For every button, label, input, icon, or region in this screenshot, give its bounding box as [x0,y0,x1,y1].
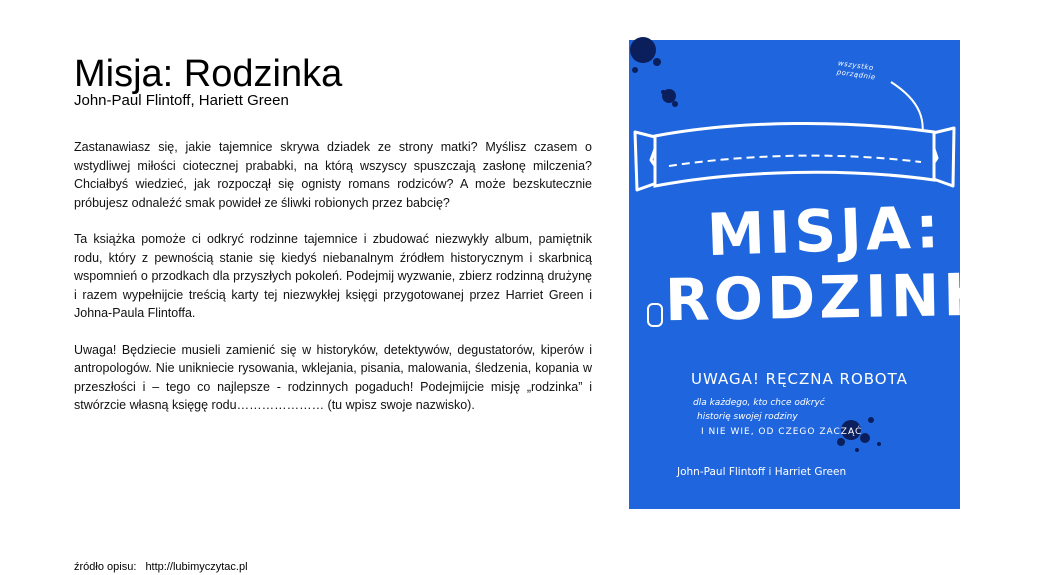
book-description [74,138,592,433]
source-url[interactable]: http://lubimyczytac.pl [145,561,248,573]
description-paragraph: Ta książka pomoże ci odkryć rodzinne tajemnice i zbudować niezwykły album, pamiętnik rodu, który z pewnością stanie się kiedyś niebanalnym źródłem historycznym i skarbnicą wspomnień o przodkach dla przyszłych pokoleń. Podejmij wyzwanie, zbierz rodzinną drużynę i razem wypełnijcie treścią karty tej niezwykłej księgi przygotowanej przez Harriet Green i Johna-Paula Flintoffa. [74,232,592,320]
cover-subtitle-line3: I NIE WIE, OD CZEGO ZACZĄĆ [701,427,863,437]
source-note [74,561,248,574]
cover-subtitle-line2: historię swojej rodziny [697,412,798,422]
cover-authors: John-Paul Flintoff i Harriet Green [677,466,847,478]
description-paragraph: Zastanawiasz się, jakie tajemnice skrywa dziadek ze strony matki? Myślisz czasem o wstydliwej miłości ciotecznej prababki, na którą wszyscy spuszczają zasłonę milczenia? Chciałbyś wiedzieć, jak rozpoczął się ognisty romans rodziców? A może bezskutecznie próbujesz odnaleźć smak powideł ze śliwki robionych przez babcię? [74,140,592,210]
source-label: źródło opisu: [74,561,137,573]
page-title: Misja: Rodzinka [74,53,343,95]
publisher-logo-icon [647,303,663,327]
book-cover-image [629,40,1042,509]
cover-title-line1: MISJA: [705,192,944,270]
cover-subtitle-line1: dla każdego, kto chce odkryć [693,398,825,408]
description-paragraph: Uwaga! Będziecie musieli zamienić się w historyków, detektywów, degustatorów, kiperów i antropologów. Nie unikniecie rysowania, wklejania, pisania, malowania, śledzenia, kopania w przeszłości i – tego co najlepsze - rodzinnych pogaduch! Podejmijcie misję „rodzinka” i stwórzcie własną księgę rodu………………… (tu wpisz swoje nazwisko). [74,342,592,412]
cover-corner-note: wszystko porządnie [836,59,877,82]
cover-tagline: UWAGA! RĘCZNA ROBOTA [691,370,908,388]
book-authors: John-Paul Flintoff, Hariett Green [74,92,289,109]
cover-title-line2: RODZINKA [664,259,1042,335]
